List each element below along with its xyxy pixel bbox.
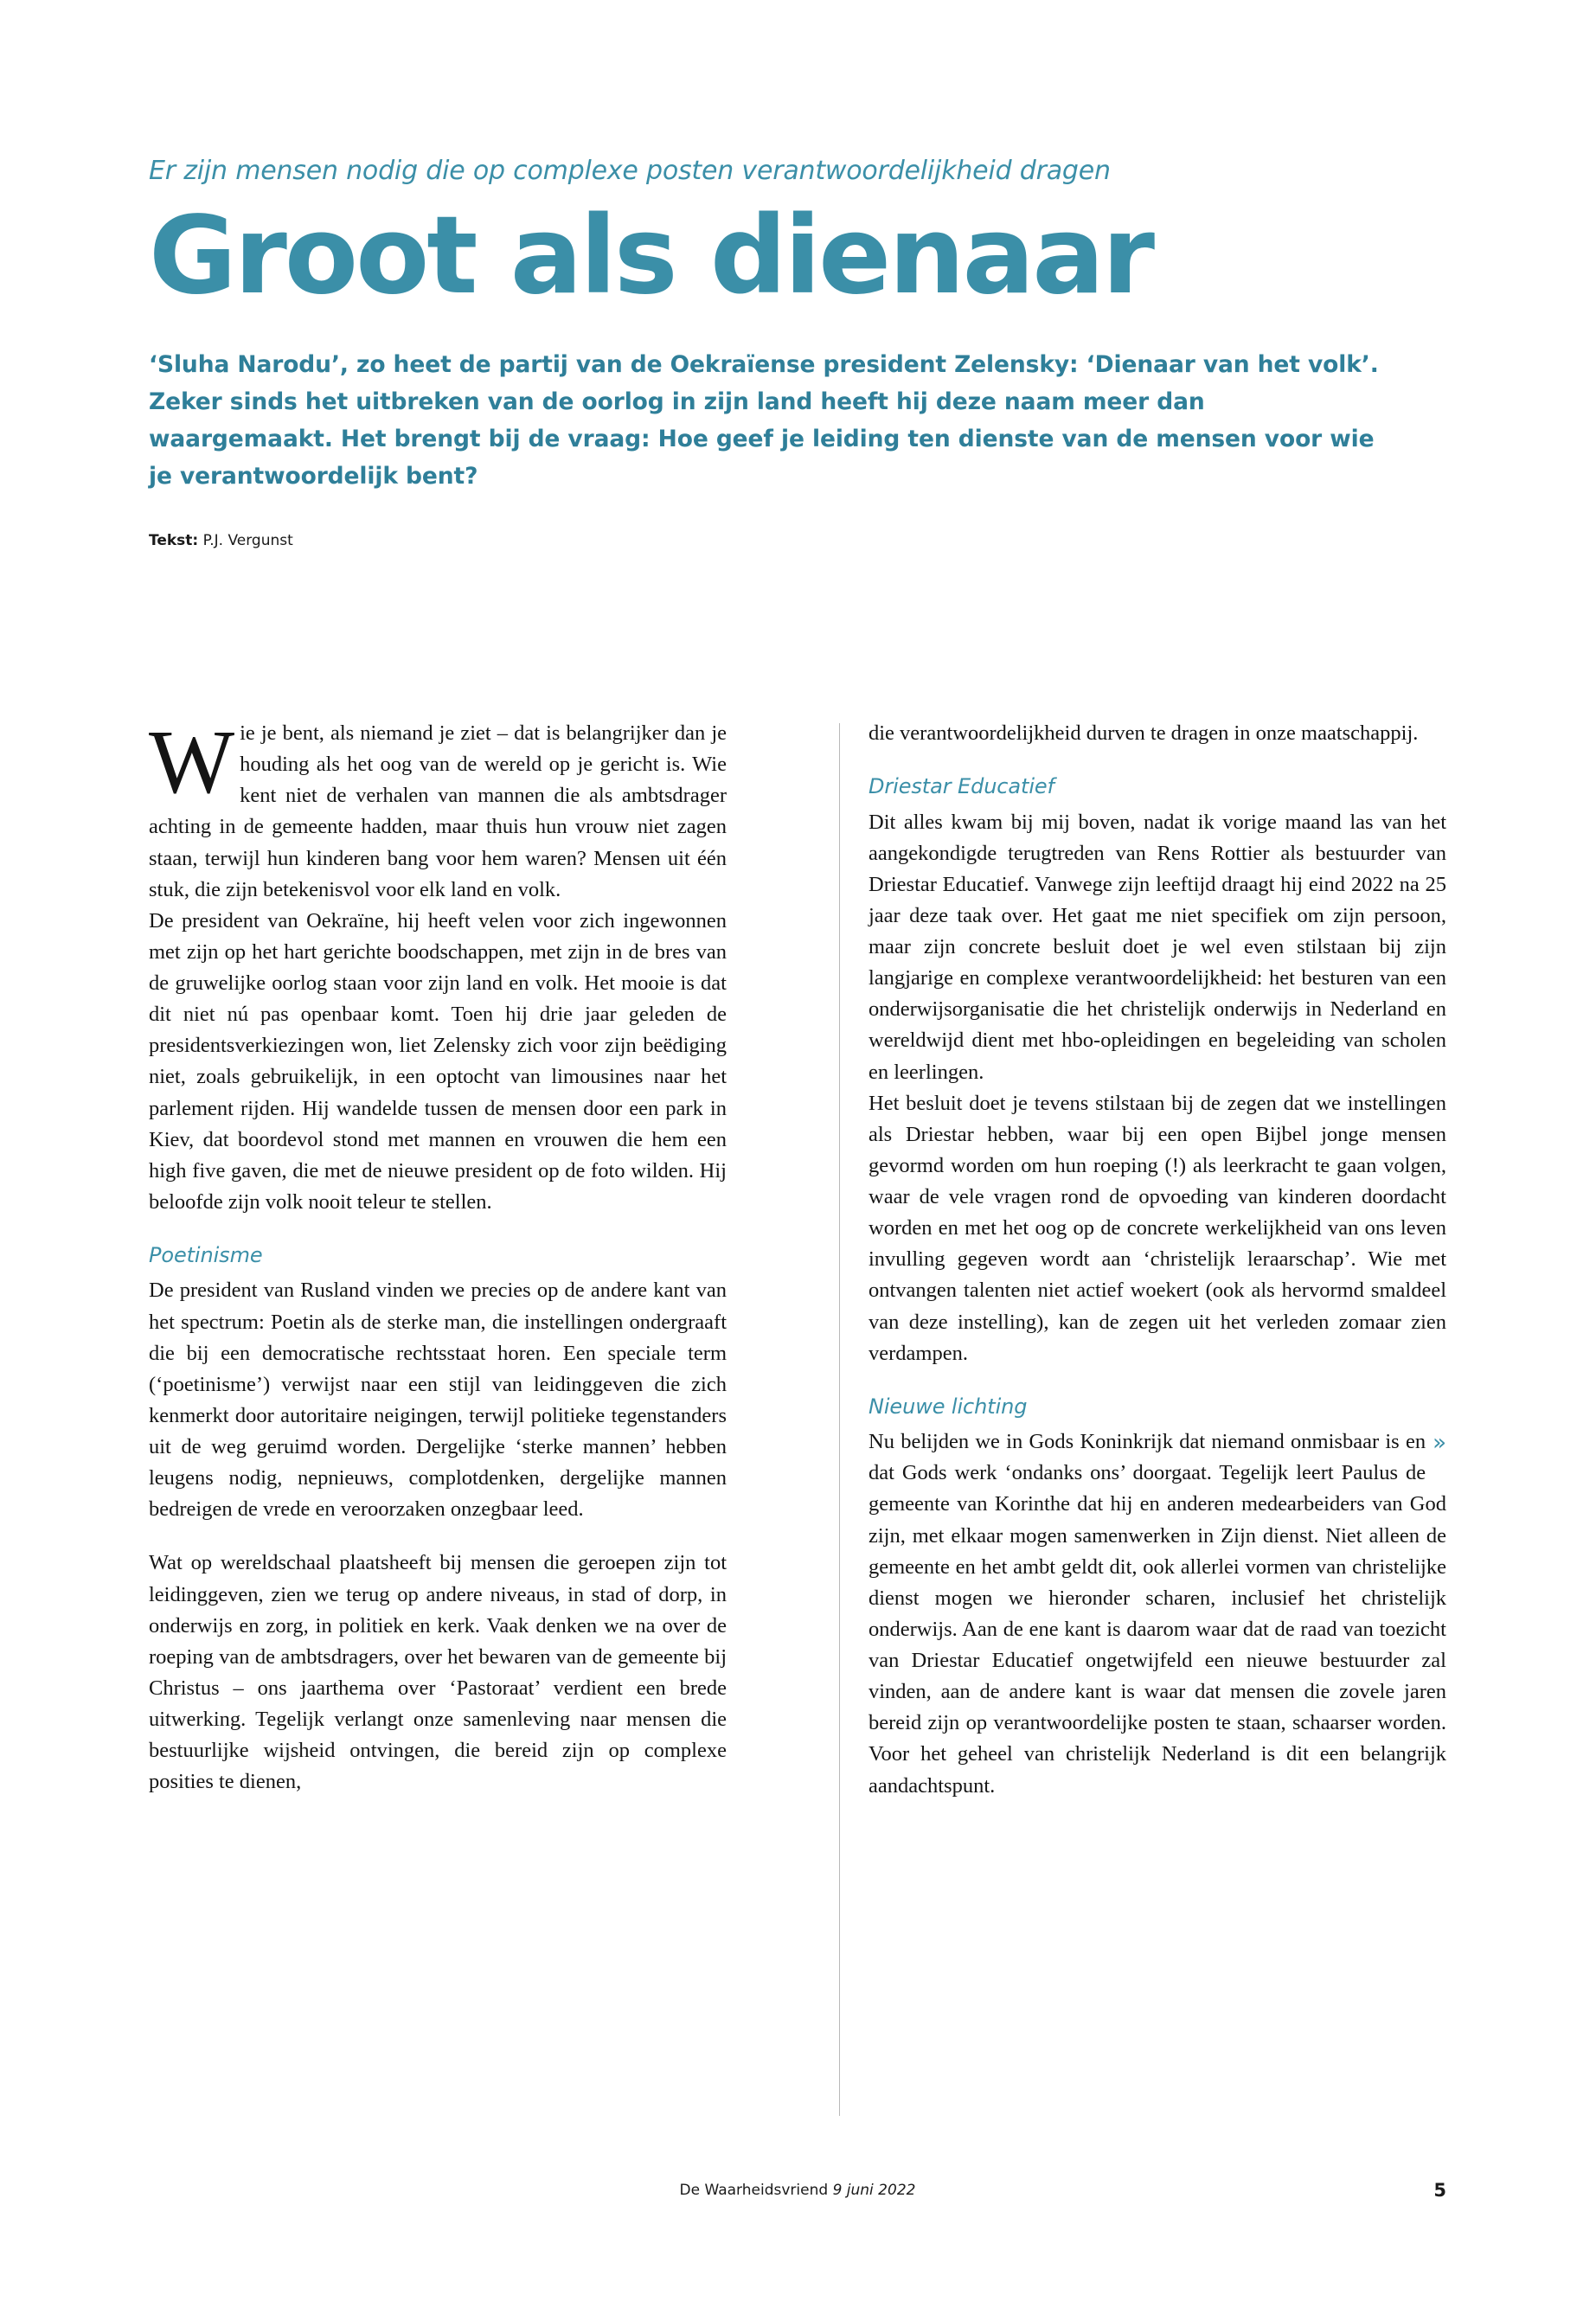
page-title: Groot als dienaar (149, 194, 1153, 318)
footer-publication-info (149, 2182, 1446, 2199)
page-footer (149, 2182, 1446, 2208)
article-standfirst: ‘Sluha Narodu’, zo heet de partij van de Oekraïense president Zelensky: ‘Dienaar van het volk’. Zeker sinds het uitbreken van de oorlog in zijn land heeft hij deze naam meer dan waargemaakt. Het brengt bij de vraag: Hoe geef je leiding ten dienste van de mensen voor wie je verantwoordelijk bent? (149, 351, 1379, 490)
paragraph (869, 1426, 1446, 1802)
paragraph: die verantwoordelijkheid durven te dragen in onze maatschappij. (869, 721, 1419, 745)
right-column (869, 718, 1446, 1802)
byline-author: P.J. Vergunst (202, 532, 293, 550)
paragraph: Het besluit doet je tevens stilstaan bij de zegen dat we instellingen als Driestar hebben, waar bij een open Bijbel jonge mensen gevormd worden om hun roeping (!) als leerkracht te gaan volgen, waar de vele vragen rond de opvoeding van kinderen doordacht worden en met het oog op de concrete werkelijkheid van ons leven invulling gegeven wordt aan ‘christelijk leraarschap’. Wie met ontvangen talenten niet actief woekert (ook als hervormd smaldeel van deze instelling), kan de zegen uit het verleden zomaar zien verdampen. (869, 1091, 1446, 1365)
byline-label: Tekst: (149, 532, 199, 550)
section-subheading: Driestar Educatief (869, 774, 1054, 799)
section-subheading: Nieuwe lichting (869, 1394, 1028, 1419)
footer-publication-name: De Waarheidsvriend (679, 2182, 829, 2199)
paragraph-text: ie je bent, als niemand je ziet – dat is belangrijker dan je houding als het oog van de wereld op je gericht is. Wie kent niet de verhalen van mannen die als ambtsdrager achting in de gemeente hadden, maar thuis hun vrouw niet zagen staan, terwijl hun kinderen bang voor hem waren? Mensen uit één stuk, die zijn betekenisvol voor elk land en volk. (149, 721, 727, 901)
article-body (149, 711, 1446, 2145)
article-kicker: Er zijn mensen nodig die op complexe posten verantwoordelijkheid dragen (149, 156, 1111, 186)
paragraph: De president van Oekraïne, hij heeft velen voor zich ingewonnen met zijn op het hart gerichte boodschappen, met zijn in de bres van de gruwelijke oorlog staan voor zijn land en volk. Het mooie is dat dit niet nú pas openbaar komt. Toen hij drie jaar geleden de presidentsverkiezingen won, liet Zelensky zich voor zijn beëdiging niet, zoals gebruikelijk, in een optocht van limousines naar het parlement rijden. Hij wandelde tussen de mensen door een park in Kiev, dat boordevol stond met mannen en vrouwen die hem een high five gaven, die met de nieuwe president op de foto wilden. Hij beloofde zijn volk nooit teleur te stellen. (149, 908, 727, 1214)
column-divider (839, 723, 840, 2116)
paragraph-text: Nu belijden we in Gods Koninkrijk dat niemand onmisbaar is en dat Gods werk ‘ondanks ons’ doorgaat. Tegelijk leert Paulus de gemeente van Korinthe dat hij en anderen medearbeiders van God zijn, met elkaar mogen samenwerken in Zijn dienst. Niet alleen de gemeente en het ambt geldt dit, ook allerlei vormen van christelijke dienst mogen we hieronder scharen, inclusief het christelijk onderwijs. Aan de ene kant is daarom waar dat de raad van toezicht van Driestar Educatief ongetwijfeld een nieuwe bestuurder zal vinden, aan de andere kant is waar dat mensen die zovele jaren bereid zijn op verantwoordelijke posten te staan, schaarser worden. Voor het geheel van christelijk Nederland is dit een belangrijk aandachtspunt. (869, 1430, 1446, 1798)
paragraph: De president van Rusland vinden we precies op de andere kant van het spectrum: Poetin als de sterke man, die instellingen ondergraaft die bij een democratische rechtsstaat horen. Een speciale term (‘poetinisme’) verwijst naar een stijl van leidinggeven die zich kenmerkt door autoritaire neigingen, terwijl politieke tegenstanders uit de weg geruimd worden. Dergelijke ‘sterke mannen’ hebben leugens nodig, nepnieuws, complotdenken, dergelijke mannen bedreigen de vrede en veroorzaken onzegbaar leed. (149, 1279, 727, 1522)
paragraph (149, 711, 727, 906)
continue-arrow-icon: » (1433, 1430, 1446, 1457)
paragraph: Dit alles kwam bij mij boven, nadat ik vorige maand las van het aangekondigde terugtreden van Rens Rottier als bestuurder van Driestar Educatief. Vanwege zijn leeftijd draagt hij eind 2022 na 25 jaar deze taak over. Het gaat me niet specifiek om zijn persoon, maar zijn concrete besluit doet je wel even stilstaan bij zijn langjarige en complexe verantwoordelijkheid: het besturen van een onderwijsorganisatie die het christelijk onderwijs in Nederland en wereldwijd dient met hbo-opleidingen en begeleiding van scholen en leerlingen. (869, 810, 1446, 1084)
section-subheading: Poetinisme (149, 1243, 263, 1267)
page-number: 5 (1433, 2180, 1446, 2201)
article-header (149, 156, 1446, 587)
paragraph: Wat op wereldschaal plaatsheeft bij mensen die geroepen zijn tot leidinggeven, zien we terug op andere niveaus, in stad of dorp, in onderwijs en zorg, in politiek en kerk. Vaak denken we na over de roeping van de ambtsdragers, over het bewaren van de gemeente bij Christus – ons jaarthema over ‘Pastoraat’ verdient een brede uitwerking. Tegelijk verlangt onze samenleving naar mensen die bestuurlijke wijsheid ontvingen, die bereid zijn op complexe posities te dienen, (149, 1551, 727, 1794)
left-column (149, 711, 727, 1798)
article-byline (149, 532, 1446, 549)
drop-cap: W (149, 711, 235, 812)
footer-date: 9 juni 2022 (832, 2182, 916, 2199)
